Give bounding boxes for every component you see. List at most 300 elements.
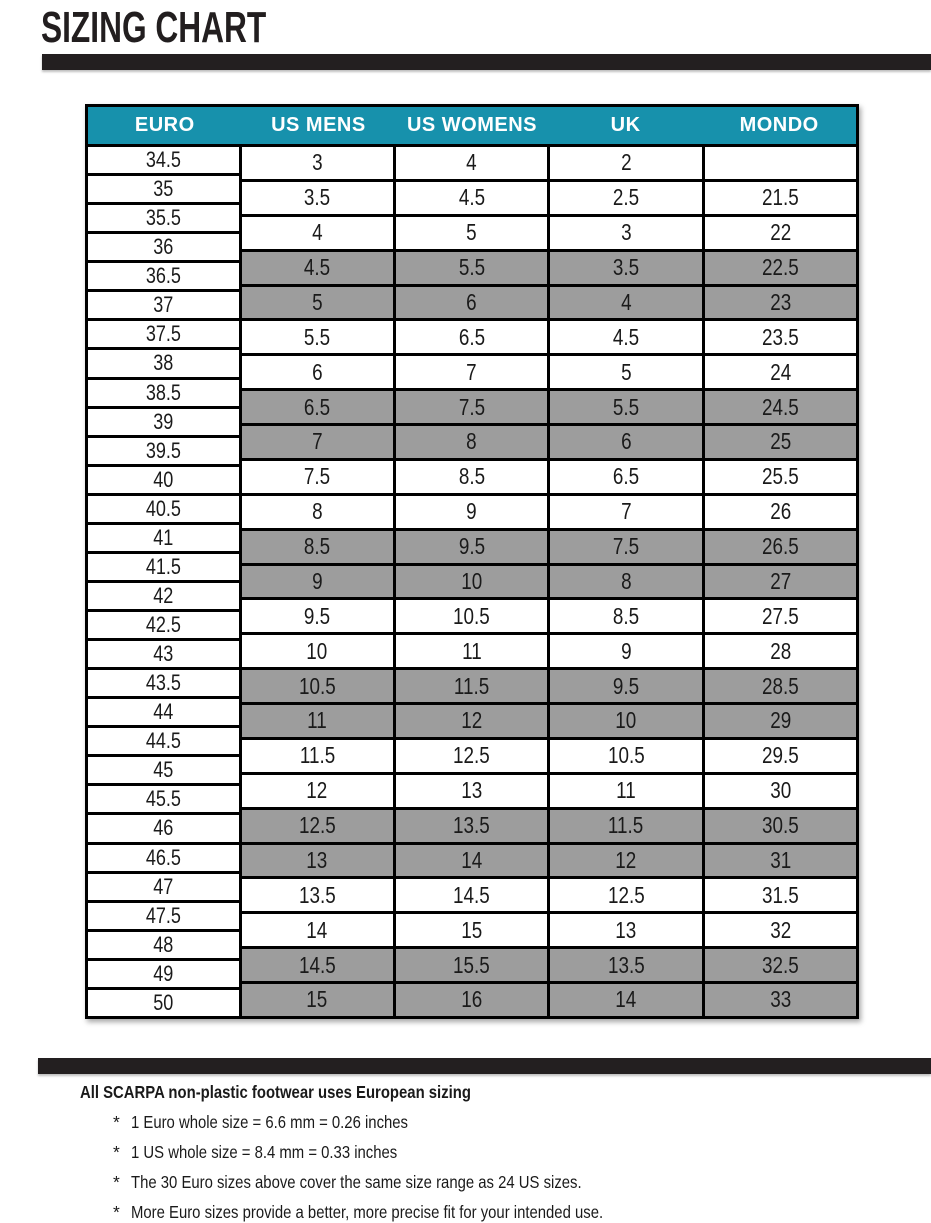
euro-size-value: 35.5 [145, 205, 181, 231]
mondo-cell [705, 670, 856, 702]
footnotes [80, 1082, 920, 1223]
us-mens-cell [242, 635, 396, 667]
uk-value: 14 [615, 986, 637, 1013]
us-womens-value: 16 [461, 986, 483, 1013]
euro-size-value: 45 [153, 757, 174, 783]
euro-size-value: 46 [153, 815, 174, 841]
mondo-value: 26 [769, 498, 791, 525]
size-row [242, 810, 856, 845]
us-womens-value: 9.5 [458, 533, 485, 560]
mondo-cell [705, 426, 856, 458]
euro-size-value: 42 [153, 582, 174, 608]
footnote-list [80, 1112, 920, 1223]
euro-size-cell [88, 786, 239, 815]
mondo-value: 21.5 [761, 184, 799, 211]
us-mens-cell [242, 217, 396, 249]
us-mens-cell [242, 984, 396, 1016]
size-row [242, 426, 856, 461]
us-womens-cell [396, 461, 550, 493]
column-header-uk: UK [610, 114, 641, 136]
us-mens-cell [242, 949, 396, 981]
us-mens-value: 10.5 [298, 672, 336, 699]
mondo-value: 31 [769, 846, 791, 873]
us-womens-value: 12.5 [453, 742, 490, 769]
us-womens-cell [396, 984, 550, 1016]
us-womens-cell [396, 321, 550, 353]
euro-size-value: 46.5 [145, 844, 181, 870]
euro-size-value: 45.5 [145, 786, 181, 812]
us-womens-cell [396, 600, 550, 632]
mondo-cell [705, 879, 856, 911]
euro-size-cell [88, 815, 239, 844]
us-womens-value: 11.5 [453, 672, 490, 699]
us-womens-value: 4.5 [458, 184, 485, 211]
us-womens-value: 15.5 [453, 951, 490, 978]
us-womens-value: 8.5 [458, 463, 485, 490]
us-mens-cell [242, 147, 396, 179]
mondo-cell [705, 566, 856, 598]
uk-value: 11 [616, 777, 636, 804]
mondo-cell [705, 740, 856, 772]
mondo-cell [705, 705, 856, 737]
us-mens-cell [242, 496, 396, 528]
euro-size-value: 44 [153, 699, 174, 725]
us-mens-value: 6 [312, 358, 323, 385]
us-mens-value: 13 [306, 846, 328, 873]
euro-size-value: 38 [153, 350, 174, 376]
euro-size-value: 43.5 [145, 670, 181, 696]
size-row [242, 321, 856, 356]
us-mens-value: 12.5 [298, 812, 336, 839]
footnote-item [113, 1202, 920, 1223]
us-womens-value: 13 [461, 777, 483, 804]
us-womens-cell [396, 426, 550, 458]
euro-size-value: 47 [153, 873, 174, 899]
uk-cell [550, 705, 704, 737]
uk-cell [550, 740, 704, 772]
size-row [242, 635, 856, 670]
footnotes-heading-text: All SCARPA non-plastic footwear uses European sizing [80, 1082, 471, 1102]
us-mens-value: 5.5 [304, 323, 331, 350]
us-womens-cell [396, 845, 550, 877]
asterisk-marker: * [113, 1172, 120, 1192]
euro-size-cell [88, 554, 239, 583]
uk-cell [550, 356, 704, 388]
us-womens-value: 8 [466, 428, 477, 455]
size-row [242, 705, 856, 740]
us-mens-value: 4 [312, 219, 323, 246]
us-mens-value: 3 [312, 149, 323, 176]
us-mens-value: 11.5 [299, 742, 335, 769]
mondo-value: 23 [769, 288, 791, 315]
us-mens-value: 7.5 [304, 463, 331, 490]
uk-value: 5.5 [612, 393, 640, 420]
footnote-text: The 30 Euro sizes above cover the same size range as 24 US sizes. [131, 1172, 582, 1192]
mondo-cell [705, 496, 856, 528]
uk-cell [550, 600, 704, 632]
uk-cell [550, 984, 704, 1016]
euro-size-value: 47.5 [145, 902, 181, 928]
uk-value: 12.5 [607, 881, 645, 908]
us-womens-value: 6.5 [458, 323, 485, 350]
uk-value: 8.5 [612, 602, 640, 629]
us-womens-value: 7 [466, 358, 477, 385]
us-mens-value: 4.5 [304, 254, 331, 281]
euro-size-cell [88, 380, 239, 409]
us-mens-value: 3.5 [304, 184, 331, 211]
size-row [242, 496, 856, 531]
mondo-value: 26.5 [761, 533, 799, 560]
uk-cell [550, 287, 704, 319]
euro-size-cell [88, 961, 239, 990]
footnotes-heading [80, 1082, 920, 1103]
euro-size-cell [88, 205, 239, 234]
mondo-value: 24.5 [761, 393, 799, 420]
uk-cell [550, 949, 704, 981]
us-womens-value: 9 [466, 498, 477, 525]
us-mens-cell [242, 321, 396, 353]
us-mens-cell [242, 531, 396, 563]
mondo-cell [705, 775, 856, 807]
us-womens-cell [396, 949, 550, 981]
uk-value: 11.5 [608, 812, 644, 839]
mondo-cell [705, 949, 856, 981]
size-row [242, 914, 856, 949]
uk-value: 8 [620, 567, 632, 594]
euro-size-cell [88, 467, 239, 496]
us-womens-value: 13.5 [453, 812, 490, 839]
uk-value: 7.5 [612, 533, 640, 560]
us-mens-cell [242, 775, 396, 807]
uk-cell [550, 810, 704, 842]
uk-cell [550, 252, 704, 284]
euro-size-cell [88, 525, 239, 554]
euro-size-cell [88, 176, 239, 205]
euro-size-cell [88, 292, 239, 321]
uk-value: 2 [620, 149, 632, 176]
us-mens-value: 9.5 [304, 602, 331, 629]
us-womens-cell [396, 531, 550, 563]
euro-size-value: 38.5 [145, 379, 181, 405]
us-womens-value: 14 [461, 846, 483, 873]
uk-cell [550, 914, 704, 946]
mondo-cell [705, 217, 856, 249]
mondo-cell [705, 252, 856, 284]
euro-size-value: 41 [153, 524, 174, 550]
us-mens-value: 8 [312, 498, 323, 525]
us-womens-cell [396, 496, 550, 528]
size-row [242, 984, 856, 1016]
us-womens-cell [396, 217, 550, 249]
size-row [242, 600, 856, 635]
column-header-us-womens: US WOMENS [406, 114, 538, 136]
euro-size-value: 36.5 [145, 263, 181, 289]
us-womens-value: 10.5 [453, 602, 490, 629]
table-header-row [88, 107, 856, 147]
us-mens-cell [242, 845, 396, 877]
mondo-value: 22.5 [761, 254, 799, 281]
mondo-cell [705, 391, 856, 423]
us-mens-cell [242, 356, 396, 388]
mondo-value: 22 [769, 219, 791, 246]
us-mens-cell [242, 391, 396, 423]
bottom-divider-bar [38, 1058, 931, 1074]
euro-size-cell [88, 321, 239, 350]
size-row [242, 252, 856, 287]
us-mens-cell [242, 670, 396, 702]
us-mens-value: 9 [312, 567, 323, 594]
us-mens-value: 13.5 [298, 881, 336, 908]
us-womens-cell [396, 810, 550, 842]
uk-value: 4 [620, 288, 632, 315]
us-womens-value: 14.5 [453, 881, 490, 908]
us-womens-value: 12 [461, 707, 483, 734]
euro-size-cell [88, 612, 239, 641]
mondo-cell [705, 182, 856, 214]
size-row [242, 287, 856, 322]
euro-size-cell [88, 438, 239, 467]
uk-cell [550, 147, 704, 179]
euro-size-value: 43 [153, 641, 174, 667]
us-mens-value: 6.5 [304, 393, 331, 420]
us-mens-cell [242, 810, 396, 842]
mondo-value: 33 [769, 986, 791, 1013]
uk-cell [550, 391, 704, 423]
us-womens-cell [396, 705, 550, 737]
uk-value: 9 [620, 637, 632, 664]
size-row [242, 217, 856, 252]
euro-size-value: 34.5 [145, 147, 181, 173]
size-row [242, 740, 856, 775]
us-mens-value: 8.5 [304, 533, 331, 560]
uk-value: 6 [620, 428, 632, 455]
uk-cell [550, 531, 704, 563]
sizing-table [85, 104, 859, 1019]
footnote-item [113, 1142, 920, 1163]
uk-cell [550, 635, 704, 667]
us-mens-cell [242, 566, 396, 598]
uk-value: 12 [615, 846, 637, 873]
mondo-value: 29.5 [761, 742, 799, 769]
asterisk-marker: * [113, 1142, 120, 1162]
euro-size-value: 35 [153, 176, 174, 202]
us-womens-value: 11 [461, 637, 482, 664]
euro-size-value: 49 [153, 960, 174, 986]
asterisk-marker: * [113, 1202, 120, 1222]
mondo-cell [705, 356, 856, 388]
mondo-cell [705, 600, 856, 632]
euro-column [88, 147, 242, 1016]
column-header-euro: EURO [134, 114, 195, 136]
column-header-us-mens: US MENS [271, 114, 366, 136]
size-row [242, 775, 856, 810]
uk-value: 10 [615, 707, 637, 734]
size-row [242, 391, 856, 426]
footnote-item [113, 1172, 920, 1193]
size-row [242, 879, 856, 914]
size-row [242, 670, 856, 705]
us-womens-cell [396, 287, 550, 319]
mondo-value: 27 [769, 567, 791, 594]
mondo-cell [705, 914, 856, 946]
us-womens-cell [396, 356, 550, 388]
us-mens-cell [242, 600, 396, 632]
euro-size-cell [88, 874, 239, 903]
mondo-value: 31.5 [761, 881, 799, 908]
us-mens-value: 15 [306, 986, 328, 1013]
euro-size-cell [88, 583, 239, 612]
euro-size-cell [88, 147, 239, 176]
uk-value: 9.5 [612, 672, 640, 699]
euro-size-cell [88, 728, 239, 757]
mondo-cell [705, 461, 856, 493]
us-mens-cell [242, 182, 396, 214]
euro-size-cell [88, 990, 239, 1016]
size-row [242, 147, 856, 182]
euro-size-value: 40.5 [145, 495, 181, 521]
euro-size-value: 40 [153, 466, 174, 492]
mondo-cell [705, 845, 856, 877]
mondo-cell [705, 810, 856, 842]
asterisk-marker: * [113, 1112, 120, 1132]
uk-cell [550, 217, 704, 249]
size-row [242, 182, 856, 217]
size-row [242, 566, 856, 601]
uk-value: 5 [620, 358, 632, 385]
us-mens-cell [242, 287, 396, 319]
uk-value: 2.5 [612, 184, 640, 211]
mondo-value: 23.5 [761, 323, 799, 350]
euro-size-value: 36 [153, 234, 174, 260]
us-womens-cell [396, 147, 550, 179]
euro-size-value: 44.5 [145, 728, 181, 754]
us-mens-cell [242, 914, 396, 946]
euro-size-cell [88, 845, 239, 874]
us-mens-value: 12 [306, 777, 328, 804]
euro-size-cell [88, 409, 239, 438]
us-womens-value: 7.5 [458, 393, 485, 420]
euro-size-cell [88, 932, 239, 961]
uk-cell [550, 775, 704, 807]
euro-size-cell [88, 641, 239, 670]
euro-size-value: 42.5 [145, 612, 181, 638]
us-mens-cell [242, 740, 396, 772]
mondo-cell [705, 531, 856, 563]
footnote-text: More Euro sizes provide a better, more precise fit for your intended use. [131, 1202, 604, 1222]
size-row [242, 949, 856, 984]
us-womens-cell [396, 566, 550, 598]
us-mens-value: 5 [312, 288, 323, 315]
uk-value: 13.5 [607, 951, 645, 978]
uk-value: 4.5 [612, 323, 640, 350]
us-womens-cell [396, 879, 550, 911]
mondo-value: 30 [769, 777, 791, 804]
uk-cell [550, 461, 704, 493]
uk-cell [550, 670, 704, 702]
us-mens-value: 14.5 [298, 951, 336, 978]
size-row [242, 461, 856, 496]
us-womens-cell [396, 635, 550, 667]
uk-cell [550, 426, 704, 458]
us-womens-cell [396, 182, 550, 214]
us-mens-cell [242, 461, 396, 493]
us-womens-value: 4 [466, 149, 477, 176]
euro-size-cell [88, 757, 239, 786]
mondo-value: 24 [769, 358, 791, 385]
euro-size-value: 39.5 [145, 437, 181, 463]
euro-size-cell [88, 699, 239, 728]
column-header-mondo: MONDO [739, 114, 819, 136]
us-womens-value: 10 [461, 567, 483, 594]
mondo-value: 28.5 [761, 672, 799, 699]
us-mens-cell [242, 879, 396, 911]
mondo-value: 25.5 [761, 463, 799, 490]
euro-size-cell [88, 234, 239, 263]
mondo-cell [705, 287, 856, 319]
mondo-value: 27.5 [761, 602, 799, 629]
euro-size-cell [88, 670, 239, 699]
us-womens-value: 5 [466, 219, 477, 246]
footnote-text: 1 US whole size = 8.4 mm = 0.33 inches [131, 1142, 398, 1162]
uk-value: 3.5 [612, 254, 640, 281]
size-row [242, 356, 856, 391]
us-womens-value: 6 [466, 288, 477, 315]
uk-value: 7 [620, 498, 632, 525]
size-grid [242, 147, 856, 1016]
euro-size-cell [88, 496, 239, 525]
mondo-cell [705, 635, 856, 667]
us-womens-cell [396, 670, 550, 702]
mondo-value: 25 [769, 428, 791, 455]
uk-cell [550, 879, 704, 911]
euro-size-value: 37 [153, 292, 174, 318]
footnote-item [113, 1112, 920, 1133]
us-womens-cell [396, 740, 550, 772]
us-mens-cell [242, 426, 396, 458]
us-mens-cell [242, 705, 396, 737]
us-womens-cell [396, 775, 550, 807]
euro-size-cell [88, 263, 239, 292]
size-row [242, 531, 856, 566]
mondo-cell [705, 321, 856, 353]
us-mens-cell [242, 252, 396, 284]
uk-value: 3 [620, 219, 632, 246]
us-womens-cell [396, 914, 550, 946]
us-mens-value: 10 [306, 637, 328, 664]
mondo-value: 32 [769, 916, 791, 943]
mondo-cell [705, 984, 856, 1016]
euro-size-cell [88, 903, 239, 932]
table-body [88, 147, 856, 1016]
top-divider-bar [42, 54, 931, 70]
euro-size-value: 50 [153, 989, 174, 1015]
uk-cell [550, 496, 704, 528]
uk-value: 6.5 [612, 463, 640, 490]
uk-cell [550, 845, 704, 877]
euro-size-value: 41.5 [145, 553, 181, 579]
size-row [242, 845, 856, 880]
mondo-value: 28 [769, 637, 791, 664]
mondo-value: 30.5 [761, 812, 799, 839]
mondo-value: 32.5 [761, 951, 799, 978]
page-title: SIZING CHART [41, 3, 267, 52]
us-womens-cell [396, 391, 550, 423]
uk-value: 13 [615, 916, 637, 943]
uk-cell [550, 321, 704, 353]
euro-size-cell [88, 350, 239, 379]
euro-size-value: 39 [153, 408, 174, 434]
mondo-value: 29 [769, 707, 791, 734]
